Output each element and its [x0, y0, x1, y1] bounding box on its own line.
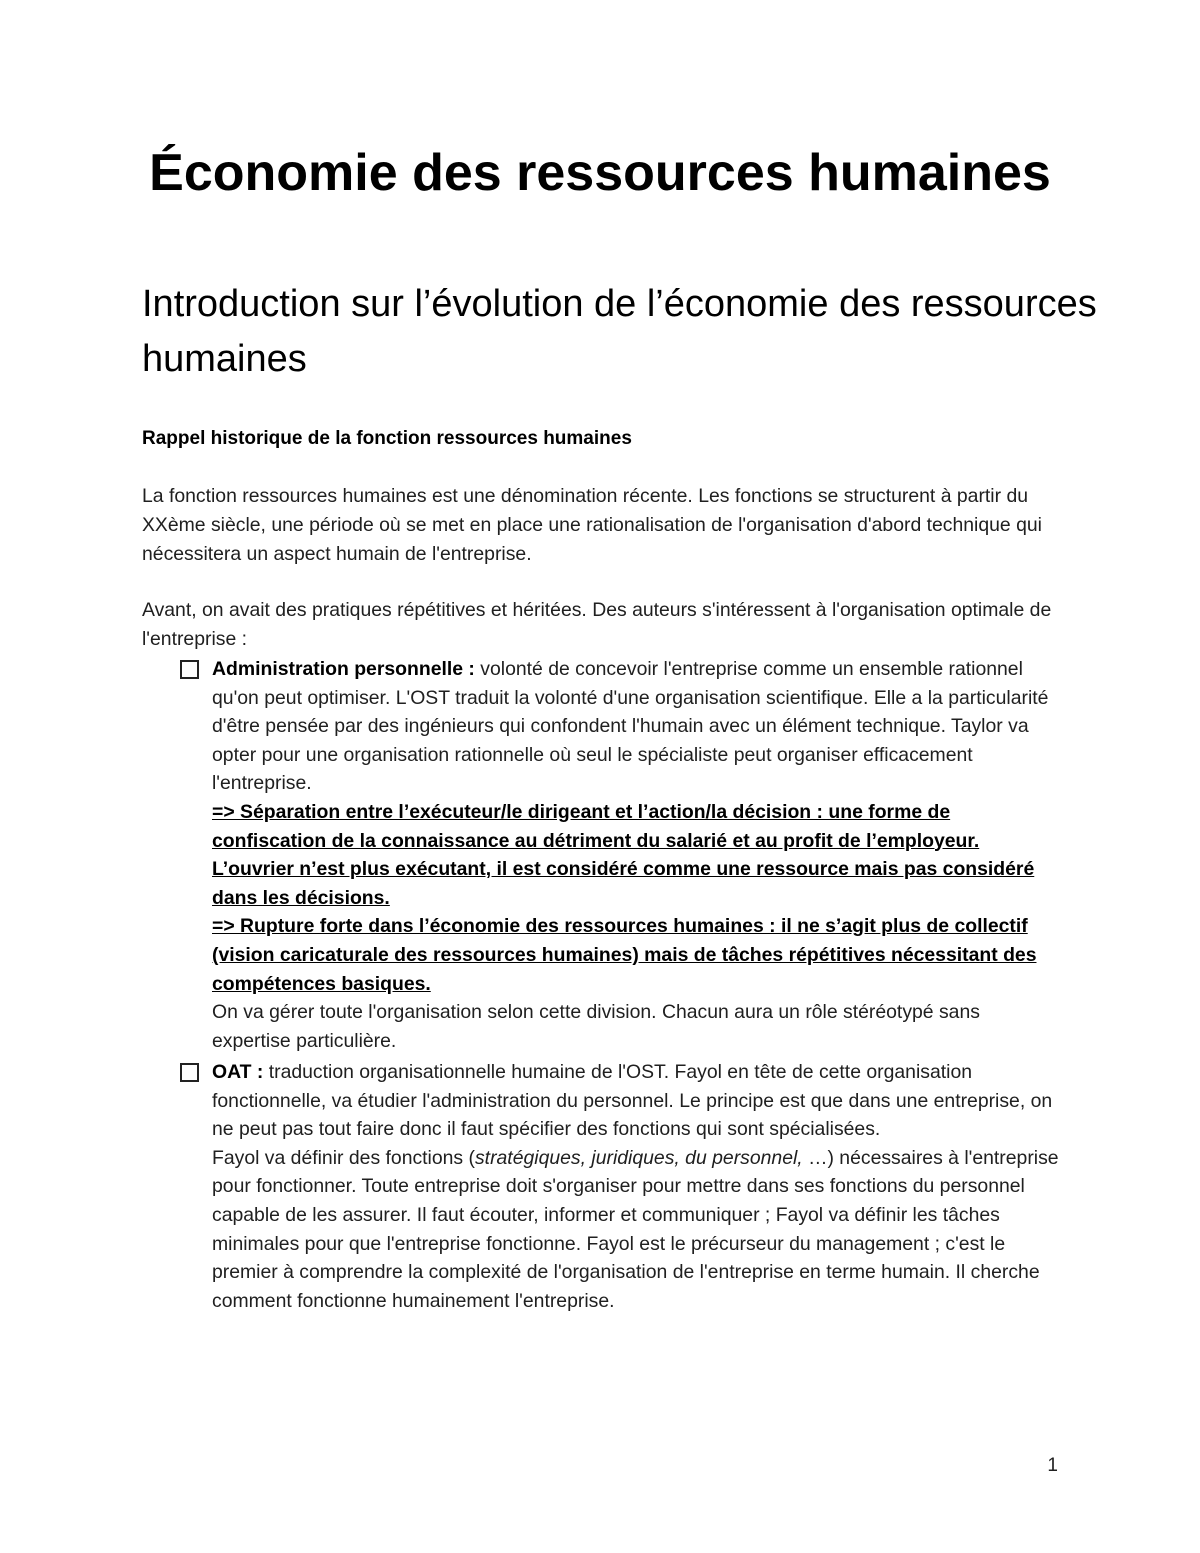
emphasis-rupture: => Rupture forte dans l’économie des ressources humaines : il ne s’agit plus de collectif (vision caricaturale des ressources humaines) mais de tâches répétitives nécessitant des compétences basiques.: [212, 915, 1037, 995]
checkbox-icon[interactable]: [180, 660, 199, 679]
list-item-body: [212, 655, 1062, 1055]
closing-italic: stratégiques, juridiques, du personnel,: [474, 1146, 803, 1169]
subsection-heading: Rappel historique de la fonction ressources humaines: [142, 428, 632, 449]
emphasis-separation: => Séparation entre l’exécuteur/le dirigeant et l’action/la décision : une forme de confiscation de la connaissance au détriment du salarié et au profit de l’employeur. L’ouvrier n’est plus exécutant, il est considéré comme une ressource mais pas considéré dans les décisions.: [212, 800, 1035, 909]
list-item-lead: OAT :: [212, 1061, 264, 1083]
closing-after: …) nécessaires à l'entreprise pour fonctionner. Toute entreprise doit s'organiser pour mettre dans ses fonctions du personnel capable de les assurer. Il faut écouter, informer et communiquer ; Fayol va définir les tâches minimales pour que l'entreprise fonctionne. Fayol est le précurseur du management ; c'est le premier à comprendre la complexité de l'organisation de l'entreprise en terme humain. Il cherche comment fonctionne humainement l'entreprise.: [212, 1146, 1059, 1312]
list-item-body: [212, 1058, 1062, 1315]
paragraph-context: Avant, on avait des pratiques répétitives et héritées. Des auteurs s'intéressent à l'organisation optimale de l'entreprise :: [142, 599, 1052, 650]
list-item-closing: On va gérer toute l'organisation selon cette division. Chacun aura un rôle stéréotypé sans expertise particulière.: [212, 1001, 980, 1052]
checkbox-icon[interactable]: [180, 1063, 199, 1082]
list-item-text: [212, 655, 1062, 798]
list-item-closing: [212, 1144, 1062, 1316]
section-heading: Introduction sur l’évolution de l’économie des ressources humaines: [142, 283, 1097, 380]
list-item-lead: Administration personnelle :: [212, 658, 475, 680]
list-item-text: [212, 1058, 1062, 1144]
closing-before: Fayol va définir des fonctions (: [212, 1146, 475, 1169]
list-item-description: traduction organisationnelle humaine de l'OST. Fayol en tête de cette organisation fonctionnelle, va étudier l'administration du personnel. Le principe est que dans une entreprise, on ne peut pas tout faire donc il faut spécifier des fonctions qui sont spécialisées.: [212, 1061, 1053, 1141]
list-item-description: volonté de concevoir l'entreprise comme un ensemble rationnel qu'on peut optimiser. L'OST traduit la volonté d'une organisation scientifique. Elle a la particularité d'être pensée par des ingénieurs qui confondent l'humain avec un élément technique. Taylor va opter pour une organisation rationnelle où seul le spécialiste peut organiser efficacement l'entreprise.: [212, 658, 1049, 795]
page-number: 1: [1047, 1455, 1058, 1476]
paragraph-intro: La fonction ressources humaines est une dénomination récente. Les fonctions se structurent à partir du XXème siècle, une période où se met en place une rationalisation de l'organisation d'abord technique qui nécessitera un aspect humain de l'entreprise.: [142, 485, 1042, 565]
document-title: Économie des ressources humaines: [149, 144, 1051, 202]
